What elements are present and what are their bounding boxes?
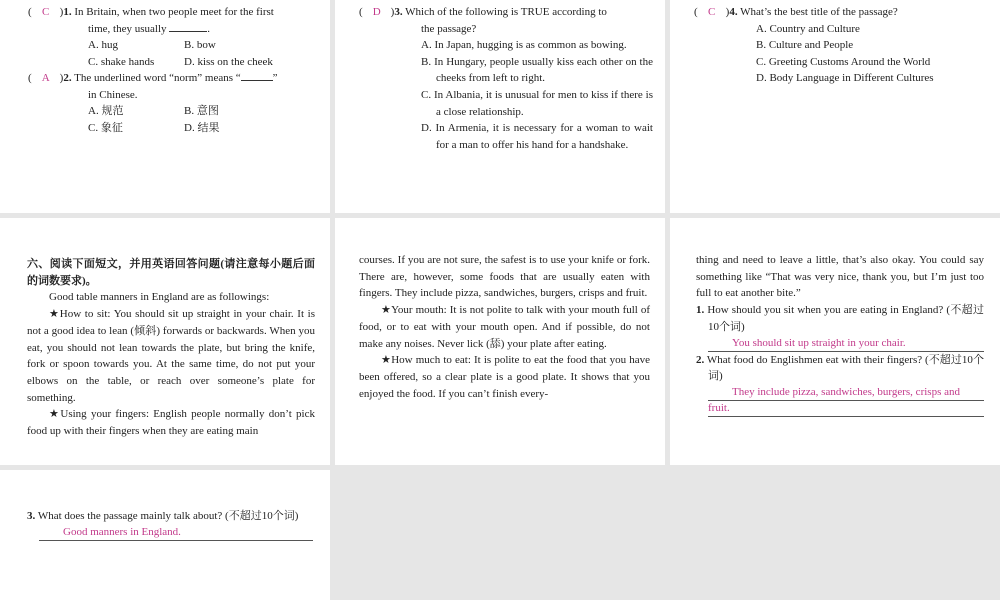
stem-end: . — [207, 22, 211, 35]
question-number: 1. — [696, 304, 705, 317]
short-question-1 — [696, 302, 984, 335]
options-q4 — [694, 21, 990, 87]
question-text: How should you sit when you are eating in England? (不超过10个词) — [707, 304, 984, 333]
question-stem-cont: the passage? — [421, 22, 477, 35]
option-a: A. hug — [88, 39, 118, 52]
option-c: C. In Albania, it is unusual for men to kiss if there is a close relationship. — [421, 88, 653, 118]
question-number: 2. — [696, 353, 705, 366]
panel-questions-1-2 — [0, 0, 330, 213]
answer-line-3: Good manners in England. — [39, 525, 313, 541]
panel-passage-3 — [670, 218, 1000, 465]
options-q2 — [28, 103, 320, 136]
passage-part-3 — [696, 252, 984, 417]
answer-line-2b: fruit. — [708, 401, 984, 417]
paragraph-using-fingers: ★Using your fingers: English people normally don’t pick food up with their fingers when they are eating main — [27, 408, 315, 438]
paren-left: ( — [28, 72, 32, 84]
question-number: 1. — [63, 6, 72, 18]
option-b: B. In Hungary, people usually kiss each other on the cheeks from left to right. — [421, 55, 653, 85]
option-c: C. Greeting Customs Around the World — [756, 55, 931, 68]
answer-q3: D — [372, 6, 381, 18]
answer-line-2a: They include pizza, sandwiches, burgers, crisps and — [708, 385, 984, 401]
option-c: C. shake hands — [88, 55, 155, 68]
answer-blank — [241, 71, 273, 81]
paragraph-how-much-cont: thing and need to leave a little, that’s also okay. You could say something like “That was very nice, thank you, but I’m just too full to eat another bite.” — [696, 254, 984, 300]
question-1 — [28, 4, 320, 70]
option-d: D. In Armenia, it is necessary for a woman to wait for a man to offer his hand for a handshake. — [421, 122, 653, 151]
question-2 — [28, 70, 320, 136]
option-c: C. 象征 — [88, 121, 123, 134]
paren-right: ) — [725, 6, 730, 18]
option-d: D. Body Language in Different Cultures — [756, 72, 934, 85]
option-a: A. Country and Culture — [756, 22, 860, 35]
paragraph-using-fingers-cont: courses. If you are not sure, the safest is to use your knife or fork. There are, however, some foods that are usually eaten with fingers. They include pizza, sandwiches, burgers, crisps and fruit. — [359, 254, 650, 300]
short-question-2 — [696, 352, 984, 385]
question-stem: What’s the best title of the passage? — [740, 6, 898, 18]
question-number: 4. — [729, 6, 738, 18]
answer-q1: C — [42, 6, 50, 18]
option-d: D. kiss on the cheek — [184, 55, 273, 68]
answer-q4: C — [708, 6, 716, 18]
question-text: What food do Englishmen eat with their fingers? (不超过10个词) — [706, 353, 984, 383]
short-question-3-block — [27, 508, 313, 541]
panel-question-4 — [670, 0, 1000, 213]
question-number: 3. — [394, 6, 403, 18]
short-question-3 — [27, 508, 313, 525]
paragraph-how-to-sit: ★How to sit: You should sit up straight in your chair. It is not a good idea to lean (倾斜) forwards or backwards. When you eat, you should not lean towards the plate, but bring the knife, fork or spoon towards you. At the same time, do not put your elbows on the table, or reach over someone’s plate for something. — [27, 308, 315, 404]
option-b: B. 意图 — [184, 105, 219, 118]
question-stem: In Britain, when two people meet for the first — [74, 6, 274, 18]
paren-right: ) — [59, 72, 64, 84]
question-text: What does the passage mainly talk about? (不超过10个词) — [37, 510, 299, 522]
answer-line-1: You should sit up straight in your chair. — [708, 336, 984, 352]
question-number: 2. — [63, 72, 72, 84]
paragraph-how-much: ★How much to eat: It is polite to eat the food that you have been offered, so a clear plate is a good plate. It shows that you enjoyed the food. If you can’t finish every- — [359, 354, 650, 400]
panel-passage-1 — [0, 218, 330, 465]
options-q1 — [28, 37, 320, 70]
answer-blank — [169, 22, 207, 32]
option-a: A. In Japan, hugging is as common as bowing. — [421, 39, 627, 52]
paragraph-your-mouth: ★Your mouth: It is not polite to talk with your mouth full of food, or to eat with your mouth open. And if possible, do not make any noises. Never lick (舔) your plate after eating. — [359, 304, 650, 350]
stem-end: ” — [272, 72, 278, 84]
question-stem-cont: in Chinese. — [88, 88, 138, 101]
question-4 — [694, 4, 990, 87]
option-d: D. 结果 — [184, 121, 220, 134]
passage-part-2 — [359, 252, 650, 402]
panel-passage-2 — [335, 218, 665, 465]
option-b: B. bow — [184, 39, 216, 52]
paren-right: ) — [59, 6, 64, 18]
option-b: B. Culture and People — [756, 39, 854, 52]
answer-q2: A — [41, 72, 50, 84]
question-stem: The underlined word “norm” means “ — [74, 72, 241, 84]
paren-left: ( — [694, 6, 698, 18]
question-number: 3. — [27, 510, 36, 522]
question-stem-cont: time, they usually — [88, 22, 167, 35]
paren-left: ( — [28, 6, 32, 18]
passage-intro: Good table manners in England are as followings: — [49, 291, 270, 304]
paren-left: ( — [359, 6, 363, 18]
options-q3 — [359, 37, 653, 153]
question-3 — [359, 4, 653, 153]
panel-question-3 — [335, 0, 665, 213]
section-heading: 六、阅读下面短文，并用英语回答问题(请注意每小题后面的词数要求)。 — [27, 258, 315, 287]
panel-question-3-short — [0, 470, 330, 600]
paren-right: ) — [390, 6, 395, 18]
option-a: A. 规范 — [88, 105, 124, 118]
question-stem: Which of the following is TRUE according to — [405, 6, 607, 18]
passage-part-1 — [27, 256, 315, 440]
